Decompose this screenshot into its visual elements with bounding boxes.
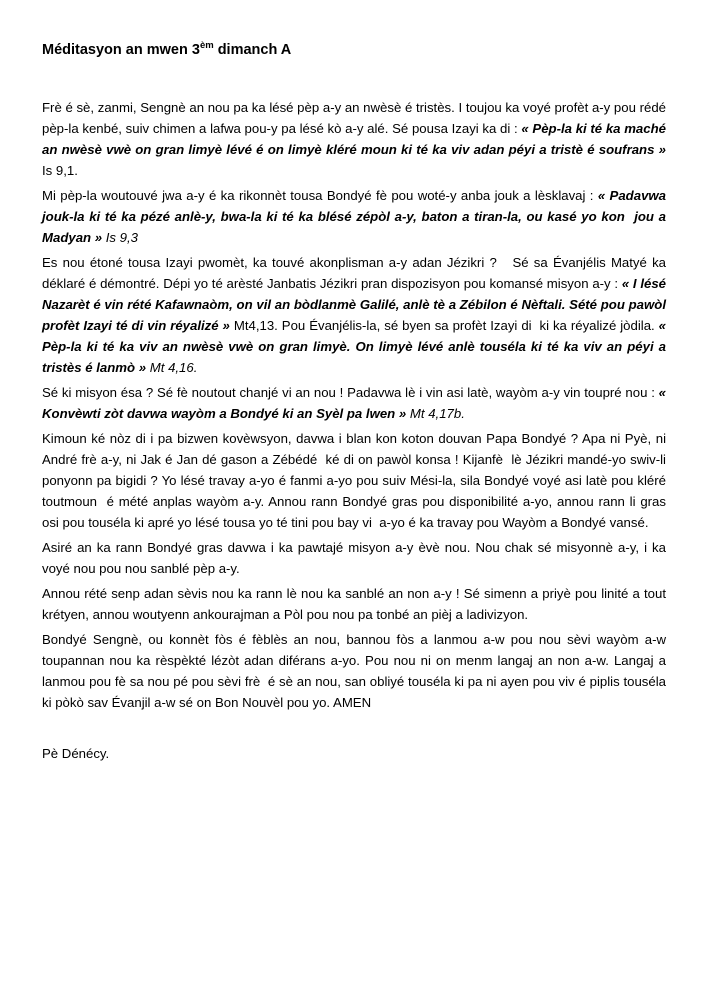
text-segment: « Padavwa jouk-la ki té ka pézé anlè-y, bwa-la ki té ka blésé zépòl a-y, baton a tiran-la, ou kasé yo kon jou a Madyan »: [42, 188, 670, 245]
text-segment: « Pèp-la ki té ka maché an nwèsè vwè on gran limyè lévé é on limyè kléré moun ki té ka viv adan péyi a tristè é soufrans »: [42, 121, 670, 157]
text-segment: Kimoun ké nòz di i pa bizwen kovèwsyon, davwa i blan kon koton douvan Papa Bondyé ? Apa ni Pyè, ni André frè a-y, ni Jak é Jan dé gason a Zébédé ké di on pawòl konsa ! Kijanfè lè Jézikri mandé-yo swiv-li ponyonn pa bigidi ? Yo lésé travay a-yo é fanmi a-yo pou suiv Mési-la, sila Bondyé voyé asi latè pou kléré toutmoun é mété anplas wayòm a-y. Annou rann Bondyé gras pou disponibilité a-yo, annou rann li gras osi pou touséla ki apré yo lésé tousa yo té tini pou bay vi a-yo é ka travay pou Wayòm a Bondyé vansé.: [42, 431, 670, 530]
paragraph-3: [42, 252, 670, 378]
text-segment: Es nou étoné tousa Izayi pwomèt, ka touvé akonplisman a-y adan Jézikri ? Sé sa Évanjélis Matyé ka déklaré é démontré. Dépi yo té arèsté Janbatis Jézikri pran dispozisyon pou komansé misyon a-y :: [42, 255, 670, 291]
text-segment: Annou rété senp adan sèvis nou ka rann lè nou ka sanblé an non a-y ! Sé simenn a priyè pou linité a tout krétyen, annou woutyenn ankourajman a Pòl pou nou pa tonbé an pièj a ladivizyon.: [42, 586, 670, 622]
text-segment: Mt 4,17b.: [409, 406, 465, 421]
title-prefix: Méditasyon an mwen 3: [42, 42, 200, 58]
signature: Pè Dénécy.: [42, 746, 110, 761]
text-segment: Mt4,13. Pou Évanjélis-la, sé byen sa profèt Izayi di ki ka réyalizé jòdila.: [233, 318, 659, 333]
document-body: [42, 97, 670, 713]
text-segment: Mi pèp-la woutouvé jwa a-y é ka rikonnèt tousa Bondyé fè pou woté-y anba jouk a lèsklavaj :: [42, 188, 598, 203]
text-segment: Frè é sè, zanmi, Sengnè an nou pa ka lésé pèp a-y an nwèsè é tristès. I toujou ka voyé profèt a-y pou rédé pèp-la kenbé, suiv chimen a lafwa pou-y pa lésé kò a-y alé. Sé pousa Izayi ka di :: [42, 100, 670, 136]
text-segment: Is 9,1.: [42, 163, 78, 178]
text-segment: Is 9,3: [105, 230, 139, 245]
text-segment: « Pèp-la ki té ka viv an nwèsè vwè on gran limyè. On limyè lévé anlè touséla ki té ka viv an péyi a tristès é lanmò »: [42, 318, 670, 375]
text-segment: Bondyé Sengnè, ou konnèt fòs é fèblès an nou, bannou fòs a lanmou a-w pou nou sèvi wayòm a-w toupannan nou ka rèspèkté lézòt adan diférans a-yo. Pou nou ni on menm langaj an non a-w. Langaj a lanmou pou fè sa nou pé pou sèvi frè é sè an nou, san obliyé touséla ki pa ni ayen pou viv é piplis touséla ki pòkò sav Évanjil a-w sé on Bon Nouvèl pou yo. AMEN: [42, 632, 670, 710]
paragraph-4: [42, 382, 670, 424]
paragraph-5: [42, 428, 670, 533]
paragraph-1: [42, 97, 670, 181]
text-segment: « I lésé Nazarèt é vin rété Kafawnaòm, on vil an bòdlanmè Galilé, anlè tè a Zébilon é Nèftali. Sété pou pawòl profèt Izayi té di vin réyalizé »: [42, 276, 670, 333]
text-segment: « Konvèwti zòt davwa wayòm a Bondyé ki an Syèl pa lwen »: [42, 385, 670, 421]
text-segment: Sé ki misyon ésa ? Sé fè noutout chanjé vi an nou ! Padavwa lè i vin asi latè, wayòm a-y vin toupré nou :: [42, 385, 659, 400]
page-title: [42, 42, 666, 59]
paragraph-6: [42, 537, 670, 579]
paragraph-7: [42, 583, 670, 625]
title-suffix: dimanch A: [213, 42, 292, 58]
text-segment: Asiré an ka rann Bondyé gras davwa i ka pawtajé misyon a-y èvè nou. Nou chak sé misyonnè a-y, i ka voyé nou pou nou sanblé pèp a-y.: [42, 540, 670, 576]
paragraph-8: [42, 629, 670, 713]
paragraph-2: [42, 185, 670, 248]
text-segment: Mt 4,16.: [149, 360, 198, 375]
title-superscript: èm: [199, 40, 214, 52]
